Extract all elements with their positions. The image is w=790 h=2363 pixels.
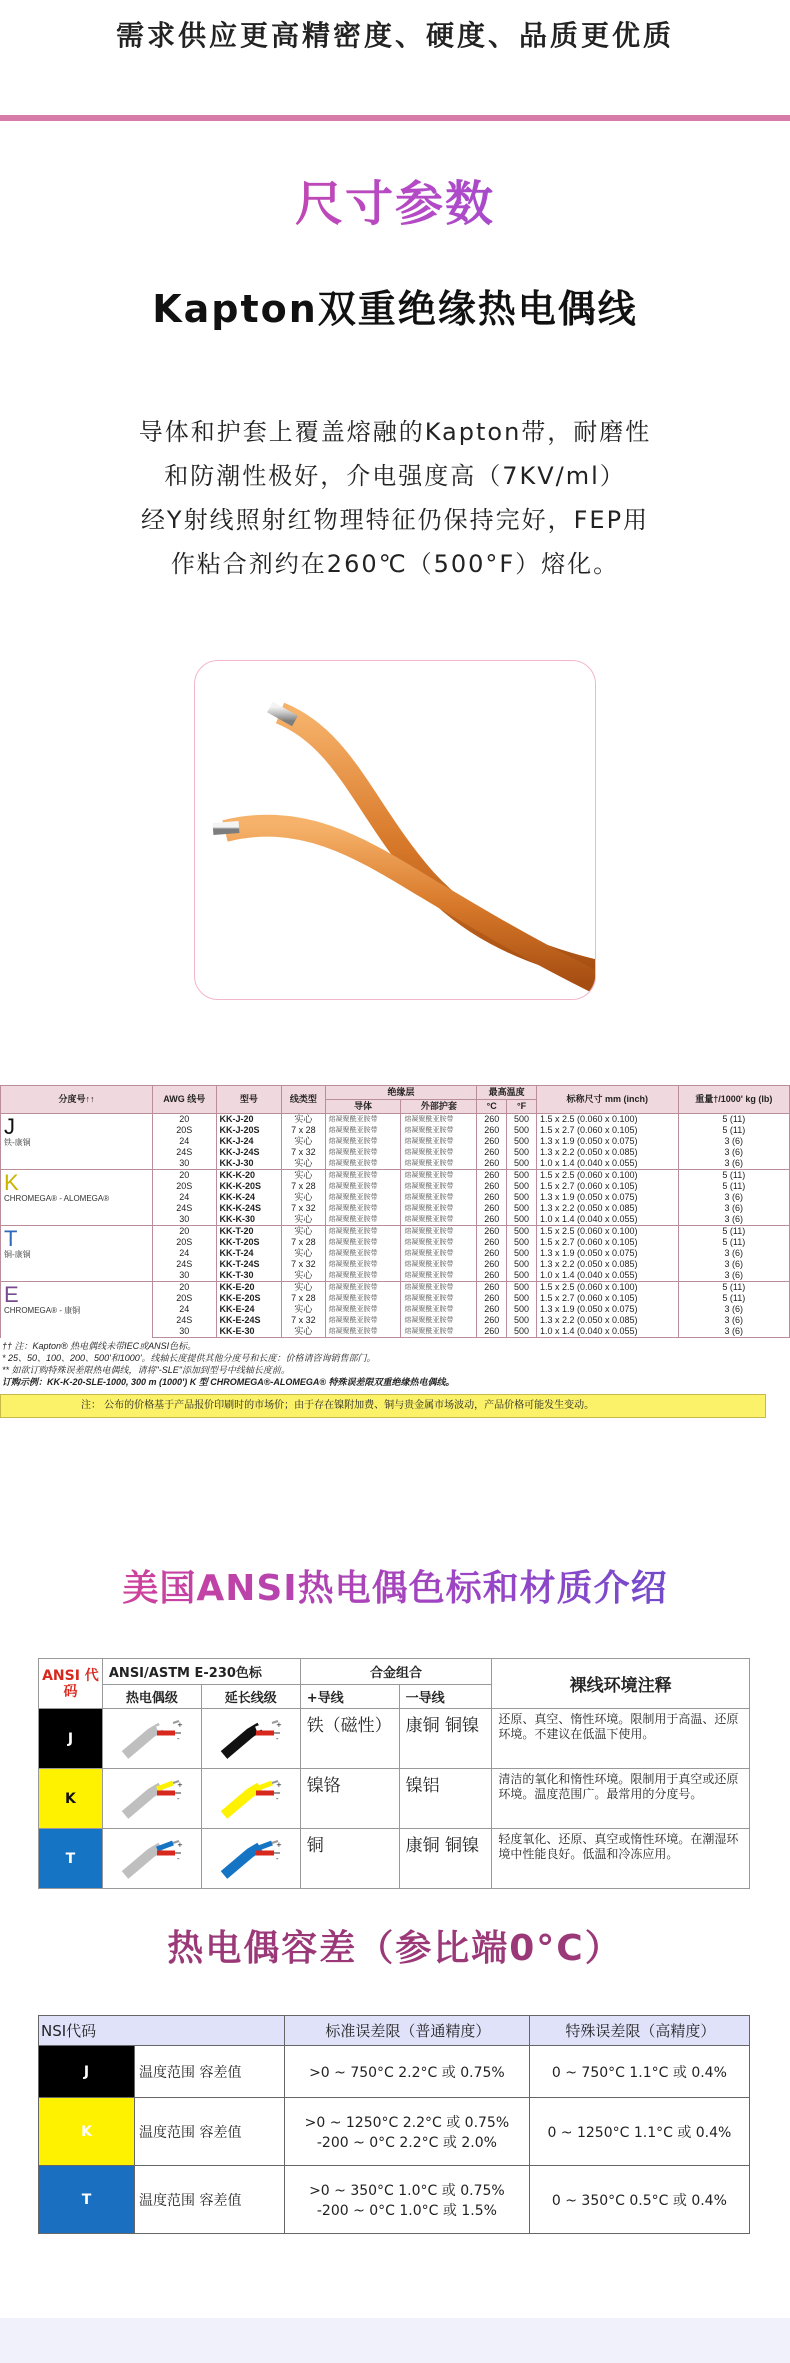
tol-header-code: NSI代码 (39, 2016, 285, 2046)
spec-cell-size: 1.5 x 2.5 (0.060 x 0.100) (536, 1170, 678, 1182)
spec-cell-wire: 7 x 28 (282, 1293, 325, 1304)
tol-header-hi: 特殊误差限（高精度） (529, 2016, 749, 2046)
spec-cell-wire: 实心 (282, 1226, 325, 1238)
spec-code-letter: K (4, 1170, 19, 1195)
spec-cell-wire: 7 x 32 (282, 1203, 325, 1214)
spec-cell-conductor: 熔凝聚酰亚胺带 (325, 1226, 401, 1238)
tol-label-cell: 温度范围 容差值 (135, 2166, 285, 2234)
divider (0, 115, 790, 121)
spec-cell-model: KK-T-20 (216, 1226, 282, 1238)
spec-cell-temp-c: 260 (477, 1259, 507, 1270)
spec-cell-awg: 20 (152, 1226, 216, 1238)
spec-cell-size: 1.5 x 2.7 (0.060 x 0.105) (536, 1125, 678, 1136)
spec-cell-model: KK-T-24 (216, 1248, 282, 1259)
spec-cell-temp-f: 500 (507, 1315, 537, 1326)
product-photo (194, 660, 596, 1000)
spec-cell-temp-c: 260 (477, 1248, 507, 1259)
col-header-wire: 线类型 (282, 1086, 325, 1114)
spec-note: †† 注：Kapton® 热电偶线未带IEC或ANSI色标。 (2, 1341, 197, 1351)
svg-text:-: - (275, 1734, 279, 1743)
ansi-header-tc: 热电偶级 (102, 1685, 201, 1709)
col-header-conductor: 导体 (325, 1100, 401, 1114)
svg-text:-: - (275, 1854, 279, 1863)
spec-cell-jacket: 熔凝聚酰亚胺带 (401, 1170, 477, 1182)
spec-cell-wire: 实心 (282, 1282, 325, 1294)
spec-cell-conductor: 熔凝聚酰亚胺带 (325, 1270, 401, 1282)
ansi-pos-cell: 铁（磁性） (300, 1709, 399, 1769)
spec-cell-jacket: 熔凝聚酰亚胺带 (401, 1237, 477, 1248)
spec-cell-conductor: 熔凝聚酰亚胺带 (325, 1214, 401, 1226)
spec-cell-temp-c: 260 (477, 1214, 507, 1226)
section-title-tolerance: 热电偶容差（参比端0°C） (167, 1928, 623, 1969)
spec-cell-wire: 7 x 28 (282, 1181, 325, 1192)
tol-hi-cell: 0 ~ 350°C 0.5°C 或 0.4% (529, 2166, 749, 2234)
spec-cell-conductor: 熔凝聚酰亚胺带 (325, 1282, 401, 1294)
tolerance-row (39, 2098, 750, 2166)
tol-header-std: 标准误差限（普通精度） (285, 2016, 530, 2046)
spec-cell-temp-c: 260 (477, 1226, 507, 1238)
ansi-note-cell: 轻度氧化、还原、真空或惰性环境。在潮湿环境中性能良好。低温和冷冻应用。 (492, 1829, 750, 1889)
spec-cell-jacket: 熔凝聚酰亚胺带 (401, 1214, 477, 1226)
spec-cell-wire: 实心 (282, 1170, 325, 1182)
col-header-size: 标称尺寸 mm (inch) (536, 1086, 678, 1114)
spec-cell-weight: 3 (6) (678, 1214, 789, 1226)
spec-cell-model: KK-J-24 (216, 1136, 282, 1147)
ansi-neg-cell: 康铜 铜镍 (399, 1829, 492, 1889)
description-line: 经Y射线照射红物理特征仍保持完好，FEP用 (140, 506, 650, 534)
spec-row (1, 1170, 790, 1182)
spec-cell-temp-c: 260 (477, 1147, 507, 1158)
tolerance-row (39, 2046, 750, 2098)
spec-cell-size: 1.0 x 1.4 (0.040 x 0.055) (536, 1270, 678, 1282)
spec-cell-jacket: 熔凝聚酰亚胺带 (401, 1203, 477, 1214)
spec-cell-temp-f: 500 (507, 1158, 537, 1170)
spec-cell-jacket: 熔凝聚酰亚胺带 (401, 1125, 477, 1136)
tol-std-cell: >0 ~ 1250°C 2.2°C 或 0.75% -200 ~ 0°C 2.2°C 或 2.0% (285, 2098, 530, 2166)
spec-cell-size: 1.5 x 2.7 (0.060 x 0.105) (536, 1181, 678, 1192)
spec-cell-jacket: 熔凝聚酰亚胺带 (401, 1158, 477, 1170)
spec-cell-temp-c: 260 (477, 1158, 507, 1170)
spec-cell-awg: 30 (152, 1158, 216, 1170)
spec-cell-temp-f: 500 (507, 1192, 537, 1203)
spec-cell-weight: 5 (11) (678, 1237, 789, 1248)
spec-cell-size: 1.5 x 2.5 (0.060 x 0.100) (536, 1282, 678, 1294)
section-title-ansi: 美国ANSI热电偶色标和材质介绍 (0, 1560, 790, 1611)
spec-row (1, 1226, 790, 1238)
spec-cell-wire: 实心 (282, 1214, 325, 1226)
spec-cell-model: KK-T-20S (216, 1237, 282, 1248)
spec-cell-wire: 实心 (282, 1248, 325, 1259)
spec-cell-awg: 20 (152, 1282, 216, 1294)
spec-cell-conductor: 熔凝聚酰亚胺带 (325, 1326, 401, 1338)
spec-cell-conductor: 熔凝聚酰亚胺带 (325, 1181, 401, 1192)
spec-cell-temp-c: 260 (477, 1203, 507, 1214)
wire-color-icon (220, 1779, 282, 1819)
spec-cell-weight: 5 (11) (678, 1170, 789, 1182)
spec-cell-temp-c: 260 (477, 1270, 507, 1282)
spec-cell-jacket: 熔凝聚酰亚胺带 (401, 1315, 477, 1326)
spec-cell-model: KK-K-20S (216, 1181, 282, 1192)
spec-cell-jacket: 熔凝聚酰亚胺带 (401, 1282, 477, 1294)
spec-cell-weight: 5 (11) (678, 1181, 789, 1192)
spec-cell-wire: 实心 (282, 1136, 325, 1147)
spec-cell-weight: 3 (6) (678, 1326, 789, 1338)
spec-cell-model: KK-E-24 (216, 1304, 282, 1315)
spec-cell-jacket: 熔凝聚酰亚胺带 (401, 1192, 477, 1203)
spec-cell-awg: 24S (152, 1203, 216, 1214)
tc-color-cell (102, 1829, 201, 1889)
spec-cell-size: 1.5 x 2.7 (0.060 x 0.105) (536, 1237, 678, 1248)
spec-code-cell (1, 1226, 153, 1282)
svg-text:+: + (275, 1780, 282, 1789)
spec-cell-conductor: 熔凝聚酰亚胺带 (325, 1192, 401, 1203)
spec-cell-temp-c: 260 (477, 1136, 507, 1147)
spec-code-cell (1, 1114, 153, 1170)
ansi-code-cell: K (39, 1769, 103, 1829)
ansi-header-std: ANSI/ASTM E-230色标 (102, 1659, 300, 1685)
spec-code-alloy: CHROMEGA® - 康铜 (4, 1306, 81, 1315)
spec-cell-weight: 3 (6) (678, 1259, 789, 1270)
spec-cell-size: 1.3 x 1.9 (0.050 x 0.075) (536, 1248, 678, 1259)
spec-cell-model: KK-K-24S (216, 1203, 282, 1214)
spec-cell-wire: 7 x 32 (282, 1315, 325, 1326)
ansi-header-alloy: 合金组合 (300, 1659, 492, 1685)
spec-cell-weight: 3 (6) (678, 1147, 789, 1158)
spec-cell-conductor: 熔凝聚酰亚胺带 (325, 1293, 401, 1304)
spec-cell-temp-c: 260 (477, 1192, 507, 1203)
spec-cell-jacket: 熔凝聚酰亚胺带 (401, 1147, 477, 1158)
ansi-table (38, 1658, 750, 1889)
spec-cell-jacket: 熔凝聚酰亚胺带 (401, 1248, 477, 1259)
spec-cell-size: 1.3 x 2.2 (0.050 x 0.085) (536, 1259, 678, 1270)
spec-notes (0, 1338, 790, 1390)
spec-cell-size: 1.3 x 2.2 (0.050 x 0.085) (536, 1315, 678, 1326)
spec-cell-temp-f: 500 (507, 1293, 537, 1304)
spec-cell-model: KK-J-24S (216, 1147, 282, 1158)
spec-cell-jacket: 熔凝聚酰亚胺带 (401, 1326, 477, 1338)
spec-cell-jacket: 熔凝聚酰亚胺带 (401, 1114, 477, 1126)
spec-cell-model: KK-K-24 (216, 1192, 282, 1203)
spec-cell-jacket: 熔凝聚酰亚胺带 (401, 1259, 477, 1270)
spec-cell-temp-c: 260 (477, 1315, 507, 1326)
spec-cell-temp-c: 260 (477, 1125, 507, 1136)
spec-cell-awg: 30 (152, 1326, 216, 1338)
spec-cell-conductor: 熔凝聚酰亚胺带 (325, 1158, 401, 1170)
spec-cell-temp-f: 500 (507, 1203, 537, 1214)
spec-cell-wire: 7 x 28 (282, 1125, 325, 1136)
spec-cell-conductor: 熔凝聚酰亚胺带 (325, 1147, 401, 1158)
spec-cell-weight: 3 (6) (678, 1248, 789, 1259)
spec-cell-weight: 3 (6) (678, 1203, 789, 1214)
spec-cell-model: KK-T-30 (216, 1270, 282, 1282)
col-header-c: °C (477, 1100, 507, 1114)
tol-hi-cell: 0 ~ 750°C 1.1°C 或 0.4% (529, 2046, 749, 2098)
spec-cell-model: KK-J-20S (216, 1125, 282, 1136)
price-notice: 注： 公布的价格基于产品报价印刷时的市场价；由于存在镍附加费、铜与贵金属市场波动，产品价格可能发生变动。 (0, 1394, 766, 1418)
spec-cell-wire: 实心 (282, 1326, 325, 1338)
col-header-max-temp: 最高温度 (477, 1086, 537, 1100)
spec-cell-model: KK-E-30 (216, 1326, 282, 1338)
description-line: 和防潮性极好，介电强度高（7KV/ml） (164, 462, 626, 490)
spec-cell-weight: 3 (6) (678, 1158, 789, 1170)
spec-cell-temp-c: 260 (477, 1237, 507, 1248)
tol-label-cell: 温度范围 容差值 (135, 2098, 285, 2166)
spec-cell-size: 1.5 x 2.5 (0.060 x 0.100) (536, 1114, 678, 1126)
spec-note: 订购示例：KK-K-20-SLE-1000, 300 m (1000') K 型 CHROMEGA®-ALOMEGA® 特殊误差限双重绝缘热电偶线。 (2, 1377, 455, 1387)
section-title-size: 尺寸参数 (0, 165, 790, 234)
spec-cell-temp-c: 260 (477, 1114, 507, 1126)
spec-cell-awg: 30 (152, 1270, 216, 1282)
spec-cell-temp-f: 500 (507, 1304, 537, 1315)
spec-cell-conductor: 熔凝聚酰亚胺带 (325, 1170, 401, 1182)
spec-cell-jacket: 熔凝聚酰亚胺带 (401, 1181, 477, 1192)
spec-cell-temp-c: 260 (477, 1282, 507, 1294)
tolerance-row (39, 2166, 750, 2234)
spec-cell-weight: 3 (6) (678, 1192, 789, 1203)
page-header-title: 需求供应更高精密度、硬度、品质更优质 (115, 19, 674, 52)
spec-cell-awg: 20 (152, 1114, 216, 1126)
tol-label-cell: 温度范围 容差值 (135, 2046, 285, 2098)
spec-cell-size: 1.3 x 1.9 (0.050 x 0.075) (536, 1192, 678, 1203)
tol-std-cell: >0 ~ 750°C 2.2°C 或 0.75% (285, 2046, 530, 2098)
spec-cell-wire: 实心 (282, 1158, 325, 1170)
spec-cell-weight: 3 (6) (678, 1304, 789, 1315)
spec-cell-awg: 20S (152, 1181, 216, 1192)
spec-code-letter: E (4, 1282, 19, 1307)
description-line: 作粘合剂约在260℃（500°F）熔化。 (170, 550, 620, 578)
tol-code-cell: J (39, 2046, 135, 2098)
spec-cell-temp-c: 260 (477, 1181, 507, 1192)
spec-cell-awg: 24 (152, 1192, 216, 1203)
spec-cell-conductor: 熔凝聚酰亚胺带 (325, 1248, 401, 1259)
spec-cell-conductor: 熔凝聚酰亚胺带 (325, 1203, 401, 1214)
svg-text:+: + (275, 1720, 282, 1729)
spec-cell-model: KK-E-20 (216, 1282, 282, 1294)
ansi-code-cell: J (39, 1709, 103, 1769)
ansi-row (39, 1829, 750, 1889)
spec-cell-temp-f: 500 (507, 1326, 537, 1338)
col-header-f: °F (507, 1100, 537, 1114)
spec-code-alloy: CHROMEGA® - ALOMEGA® (4, 1194, 110, 1203)
ext-color-cell (201, 1709, 300, 1769)
spec-cell-size: 1.5 x 2.5 (0.060 x 0.100) (536, 1226, 678, 1238)
footer-band (0, 2318, 790, 2363)
col-header-model: 型号 (216, 1086, 282, 1114)
spec-cell-conductor: 熔凝聚酰亚胺带 (325, 1315, 401, 1326)
spec-cell-awg: 24 (152, 1248, 216, 1259)
svg-text:+: + (275, 1840, 282, 1849)
spec-cell-size: 1.3 x 1.9 (0.050 x 0.075) (536, 1136, 678, 1147)
svg-text:-: - (176, 1854, 180, 1863)
spec-cell-model: KK-K-30 (216, 1214, 282, 1226)
spec-cell-conductor: 熔凝聚酰亚胺带 (325, 1259, 401, 1270)
spec-cell-size: 1.3 x 1.9 (0.050 x 0.075) (536, 1304, 678, 1315)
spec-cell-awg: 20S (152, 1293, 216, 1304)
spec-cell-temp-c: 260 (477, 1293, 507, 1304)
spec-cell-conductor: 熔凝聚酰亚胺带 (325, 1125, 401, 1136)
ansi-header-ext: 延长线级 (201, 1685, 300, 1709)
spec-code-alloy: 铜-康铜 (4, 1250, 31, 1259)
spec-cell-wire: 实心 (282, 1304, 325, 1315)
spec-table-body (1, 1114, 790, 1338)
spec-cell-awg: 24 (152, 1136, 216, 1147)
ansi-pos-cell: 铜 (300, 1829, 399, 1889)
svg-text:+: + (176, 1720, 183, 1729)
ext-color-cell (201, 1769, 300, 1829)
svg-text:-: - (176, 1794, 180, 1803)
spec-cell-weight: 5 (11) (678, 1282, 789, 1294)
spec-cell-jacket: 熔凝聚酰亚胺带 (401, 1136, 477, 1147)
spec-cell-size: 1.0 x 1.4 (0.040 x 0.055) (536, 1158, 678, 1170)
spec-cell-wire: 实心 (282, 1270, 325, 1282)
spec-cell-temp-f: 500 (507, 1136, 537, 1147)
spec-code-cell (1, 1170, 153, 1226)
spec-cell-awg: 24 (152, 1304, 216, 1315)
spec-cell-temp-c: 260 (477, 1326, 507, 1338)
spec-cell-weight: 5 (11) (678, 1293, 789, 1304)
spec-cell-weight: 3 (6) (678, 1136, 789, 1147)
spec-cell-awg: 24S (152, 1259, 216, 1270)
spec-cell-conductor: 熔凝聚酰亚胺带 (325, 1114, 401, 1126)
spec-cell-weight: 5 (11) (678, 1125, 789, 1136)
ext-color-cell (201, 1829, 300, 1889)
wire-color-icon (121, 1719, 183, 1759)
spec-cell-temp-c: 260 (477, 1304, 507, 1315)
ansi-row (39, 1769, 750, 1829)
svg-text:+: + (176, 1780, 183, 1789)
spec-cell-weight: 5 (11) (678, 1226, 789, 1238)
spec-cell-size: 1.0 x 1.4 (0.040 x 0.055) (536, 1326, 678, 1338)
spec-cell-awg: 24S (152, 1315, 216, 1326)
col-header-insulation: 绝缘层 (325, 1086, 477, 1100)
spec-cell-wire: 7 x 28 (282, 1237, 325, 1248)
spec-cell-awg: 24S (152, 1147, 216, 1158)
spec-cell-model: KK-E-24S (216, 1315, 282, 1326)
spec-code-cell (1, 1282, 153, 1338)
spec-cell-size: 1.5 x 2.7 (0.060 x 0.105) (536, 1293, 678, 1304)
spec-cell-wire: 实心 (282, 1192, 325, 1203)
ansi-code-cell: T (39, 1829, 103, 1889)
spec-cell-size: 1.0 x 1.4 (0.040 x 0.055) (536, 1214, 678, 1226)
wire-color-icon (121, 1839, 183, 1879)
spec-cell-conductor: 熔凝聚酰亚胺带 (325, 1304, 401, 1315)
wire-color-icon (121, 1779, 183, 1819)
tol-code-cell: K (39, 2098, 135, 2166)
spec-cell-temp-f: 500 (507, 1170, 537, 1182)
spec-cell-temp-f: 500 (507, 1248, 537, 1259)
wire-color-icon (220, 1719, 282, 1759)
spec-cell-temp-f: 500 (507, 1125, 537, 1136)
ansi-header-env: 裸线环境注释 (492, 1659, 750, 1709)
spec-cell-jacket: 熔凝聚酰亚胺带 (401, 1293, 477, 1304)
tc-color-cell (102, 1709, 201, 1769)
ansi-neg-cell: 康铜 铜镍 (399, 1709, 492, 1769)
spec-table-section (0, 1085, 790, 1418)
ansi-header-pos: +导线 (300, 1685, 399, 1709)
ansi-neg-cell: 镍铝 (399, 1769, 492, 1829)
spec-cell-model: KK-K-20 (216, 1170, 282, 1182)
spec-cell-temp-f: 500 (507, 1259, 537, 1270)
spec-cell-temp-f: 500 (507, 1270, 537, 1282)
wire-color-icon (220, 1839, 282, 1879)
thermocouple-wire-image (195, 661, 596, 1000)
spec-cell-temp-f: 500 (507, 1114, 537, 1126)
spec-cell-conductor: 熔凝聚酰亚胺带 (325, 1136, 401, 1147)
ansi-note-cell: 清洁的氧化和惰性环境。限制用于真空或还原环境。温度范围广。最常用的分度号。 (492, 1769, 750, 1829)
tolerance-table (38, 2015, 750, 2234)
svg-text:+: + (176, 1840, 183, 1849)
spec-cell-jacket: 熔凝聚酰亚胺带 (401, 1226, 477, 1238)
tol-code-cell: T (39, 2166, 135, 2234)
spec-cell-temp-c: 260 (477, 1170, 507, 1182)
spec-cell-weight: 5 (11) (678, 1114, 789, 1126)
spec-cell-model: KK-J-20 (216, 1114, 282, 1126)
spec-cell-temp-f: 500 (507, 1214, 537, 1226)
spec-cell-temp-f: 500 (507, 1147, 537, 1158)
spec-code-letter: T (4, 1226, 18, 1251)
spec-cell-jacket: 熔凝聚酰亚胺带 (401, 1270, 477, 1282)
svg-text:-: - (176, 1734, 180, 1743)
spec-cell-weight: 3 (6) (678, 1315, 789, 1326)
spec-cell-temp-f: 500 (507, 1181, 537, 1192)
spec-cell-awg: 20S (152, 1237, 216, 1248)
spec-cell-awg: 20 (152, 1170, 216, 1182)
spec-cell-size: 1.3 x 2.2 (0.050 x 0.085) (536, 1147, 678, 1158)
spec-cell-temp-f: 500 (507, 1282, 537, 1294)
spec-cell-model: KK-J-30 (216, 1158, 282, 1170)
col-header-awg: AWG 线号 (152, 1086, 216, 1114)
ansi-note-cell: 还原、真空、惰性环境。限制用于高温、还原环境。不建议在低温下使用。 (492, 1709, 750, 1769)
product-title: Kapton双重绝缘热电偶线 (152, 287, 638, 331)
spec-cell-model: KK-E-20S (216, 1293, 282, 1304)
spec-cell-temp-f: 500 (507, 1226, 537, 1238)
col-header-weight: 重量†/1000' kg (lb) (678, 1086, 789, 1114)
spec-row (1, 1282, 790, 1294)
col-header-code: 分度号↑↑ (1, 1086, 153, 1114)
spec-cell-awg: 30 (152, 1214, 216, 1226)
ansi-pos-cell: 镍铬 (300, 1769, 399, 1829)
spec-cell-awg: 20S (152, 1125, 216, 1136)
spec-cell-wire: 实心 (282, 1114, 325, 1126)
ansi-row (39, 1709, 750, 1769)
spec-cell-wire: 7 x 32 (282, 1259, 325, 1270)
spec-cell-wire: 7 x 32 (282, 1147, 325, 1158)
ansi-header-neg: 一导线 (399, 1685, 492, 1709)
col-header-jacket: 外部护套 (401, 1100, 477, 1114)
ansi-table-body (39, 1709, 750, 1889)
spec-code-letter: J (4, 1114, 15, 1139)
tol-std-cell: >0 ~ 350°C 1.0°C 或 0.75% -200 ~ 0°C 1.0°C 或 1.5% (285, 2166, 530, 2234)
spec-code-alloy: 铁-康铜 (4, 1138, 31, 1147)
spec-table (0, 1085, 790, 1338)
svg-text:-: - (275, 1794, 279, 1803)
spec-cell-conductor: 熔凝聚酰亚胺带 (325, 1237, 401, 1248)
spec-cell-model: KK-T-24S (216, 1259, 282, 1270)
tol-hi-cell: 0 ~ 1250°C 1.1°C 或 0.4% (529, 2098, 749, 2166)
spec-cell-size: 1.3 x 2.2 (0.050 x 0.085) (536, 1203, 678, 1214)
spec-row (1, 1114, 790, 1126)
spec-cell-weight: 3 (6) (678, 1270, 789, 1282)
ansi-header-code: ANSI 代码 (39, 1659, 103, 1709)
spec-cell-jacket: 熔凝聚酰亚胺带 (401, 1304, 477, 1315)
description-line: 导体和护套上覆盖熔融的Kapton带，耐磨性 (138, 418, 652, 446)
spec-note: * 25、50、100、200、500'和1000'。线轴长度提供其他分度号和长度：价格请咨询销售部门。 (2, 1353, 376, 1363)
spec-cell-temp-f: 500 (507, 1237, 537, 1248)
tolerance-table-body (39, 2046, 750, 2234)
spec-note: ** 如欲订购特殊误差限热电偶线，请将"-SLE"添加到型号中线轴长度前。 (2, 1365, 290, 1375)
tc-color-cell (102, 1769, 201, 1829)
